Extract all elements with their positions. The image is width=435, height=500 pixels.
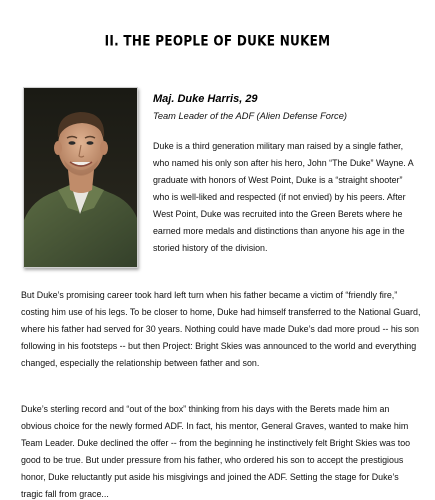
profile-name: Maj. Duke Harris, 29 <box>153 93 258 105</box>
profile-role: Team Leader of the ADF (Alien Defense Force) <box>153 111 347 121</box>
bio-paragraph-adf: Duke’s sterling record and “out of the box” thinking from his days with the Berets made him an obvious choice for the newly formed ADF. In fact, his mentor, General Graves, wanted to make him Team Leader. Duke declined the offer -- from the beginning he instinctively felt Bright Skies was too good to be true. But under pressure from his father, who ordered his son to accept the prestigious honor, Duke reluctantly put aside his misgivings and joined the ADF. Setting the stage for Duke’s tragic fall from grace... <box>21 404 411 500</box>
portrait-image <box>24 88 137 267</box>
bio-paragraph-career: But Duke’s promising career took hard left turn when his father became a victim of “friendly fire,” costing him use of his legs. To be closer to home, Duke had himself transferred to the National Guard, where his father had served for 30 years. Nothing could have made Duke’s dad more proud -- his son following in his footsteps -- but then Project: Bright Skies was announced to the world and everything changed, especially the relationship between father and son. <box>21 290 421 369</box>
portrait-photo <box>23 87 138 268</box>
bio-paragraph-intro: Duke is a third generation military man raised by a single father, who named his only son after his hero, John “The Duke” Wayne. A graduate with honors of West Point, Duke is a “straight shooter” who is well-liked and respected (if not envied) by his peers. After West Point, Duke was recruited into the Green Berets where he earned more medals and distinctions than anyone his age in the storied history of the division. <box>153 141 414 253</box>
section-heading: II. THE PEOPLE OF DUKE NUKEM <box>104 32 331 50</box>
